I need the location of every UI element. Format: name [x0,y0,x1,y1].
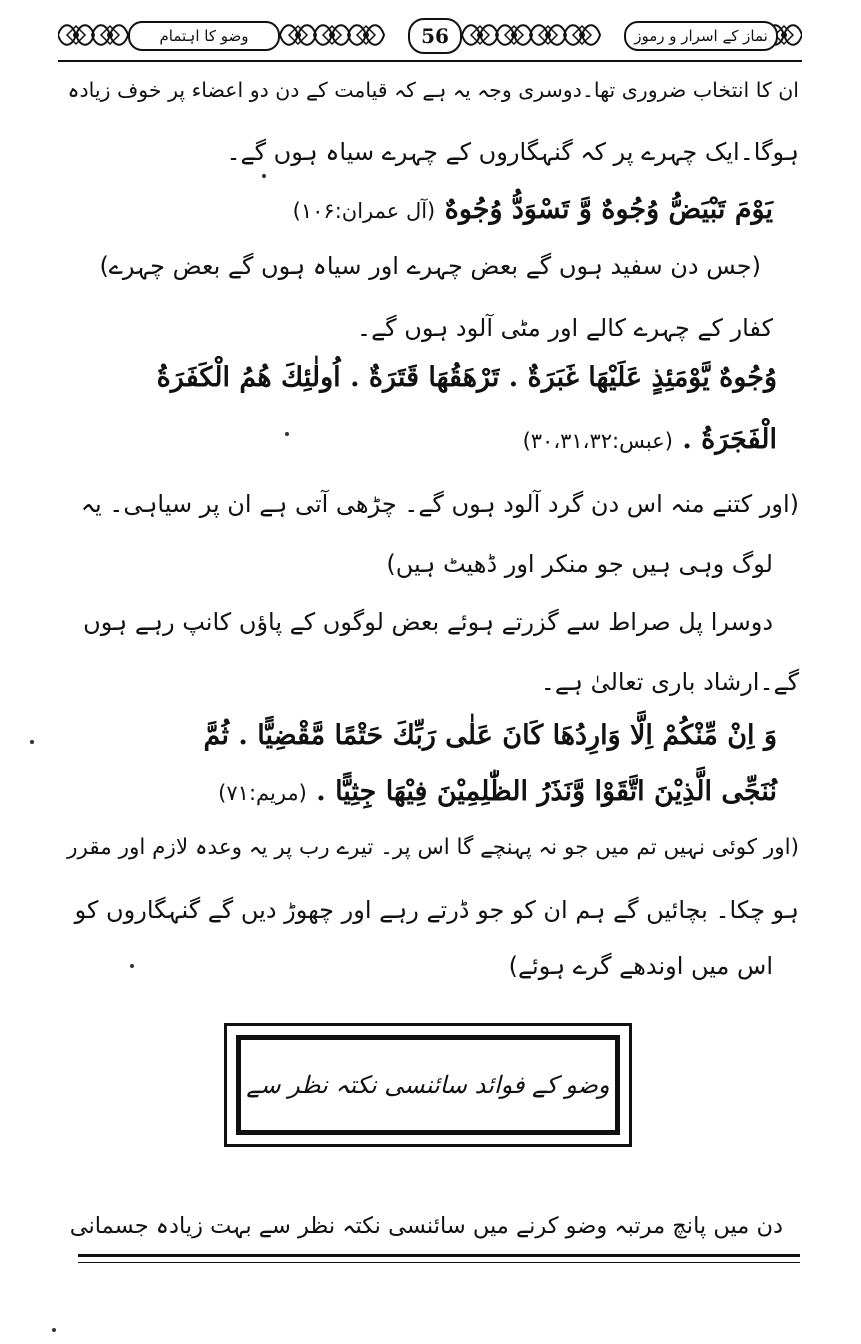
page-number: 56 [408,18,462,54]
verse-reference: (عبس:۳۰،۳۱،۳۲) [522,429,673,453]
text-line: گے۔ارشاد باری تعالیٰ ہے۔ [540,668,799,696]
verse-text: نُنَجِّى الَّذِيْنَ اتَّقَوْا وَّنَذَرُ الظّٰلِمِيْنَ فِيْهَا جِثِيًّا . [316,776,777,807]
text-line: دن میں پانچ مرتبہ وضو کرنے میں سائنسی نکتہ نظر سے بہت زیادہ جسمانی [69,1213,783,1239]
book-title-pill [624,21,778,51]
footer-rule [78,1254,800,1257]
translation-line: (جس دن سفید ہوں گے بعض چہرے اور سیاہ ہوں گے بعض چہرے) [99,252,761,280]
book-title: نماز کے اسرار و رموز [634,27,768,45]
verse-text: الْفَجَرَةُ . [682,424,777,455]
verse-reference: (آل عمران:۱۰۶) [292,199,436,223]
text-line: کفار کے چہرے کالے اور مٹی آلود ہوں گے۔ [357,314,773,342]
scan-speck [52,1328,56,1332]
section-heading: وضو کے فوائد سائنسی نکتہ نظر سے [246,1071,610,1099]
scan-speck [30,740,34,744]
text-line: ان کا انتخاب ضروری تھا۔دوسری وجہ یہ ہے کہ قیامت کے دن دو اعضاء پر خوف زیادہ [67,78,799,102]
quran-verse [523,420,777,461]
header-rule [58,60,802,62]
scan-speck [262,174,266,178]
quran-verse [293,190,773,231]
footer-rule [78,1262,800,1263]
quran-verse: وُجُوهٌ يَّوْمَئِذٍ عَلَيْهَا غَبَرَةٌ . تَرْهَقُهَا قَتَرَةٌ . اُولٰئِكَ هُمُ الْكَفَرَةُ [156,362,777,393]
text-line: دوسرا پل صراط سے گزرتے ہوئے بعض لوگوں کے پاؤں کانپ رہے ہوں [83,608,773,636]
translation-line: (اور کوئی نہیں تم میں جو نہ پہنچے گا اس پر۔ تیرے رب پر یہ وعدہ لازم اور مقرر [67,835,799,860]
scan-speck [285,432,289,436]
translation-line: لوگ وہی ہیں جو منکر اور ڈھیٹ ہیں) [386,550,773,578]
translation-line: اس میں اوندھے گرے ہوئے) [508,952,773,980]
verse-text: يَوْمَ تَبْيَضُّ وُجُوهٌ وَّ تَسْوَدُّ وُجُوهٌ [444,194,773,225]
section-heading-box [224,1023,632,1147]
text-line: ہوگا۔ایک چہرے پر کہ گنہگاروں کے چہرے سیاہ ہوں گے۔ [226,138,799,166]
scan-speck [130,964,134,968]
heading-frame-inner [236,1035,620,1135]
quran-verse [218,772,777,813]
chapter-title-pill [128,21,280,51]
page-header [58,14,802,56]
translation-line: (اور کتنے منہ اس دن گرد آلود ہوں گے۔ چڑھی آتی ہے ان پر سیاہی۔ یہ [80,490,799,518]
quran-verse: وَ اِنْ مِّنْكُمْ اِلَّا وَارِدُهَا كَانَ عَلٰى رَبِّكَ حَتْمًا مَّقْضِيًّا . ثُمَّ [203,720,777,751]
chapter-title: وضو کا اہتمام [159,27,249,45]
translation-line: ہو چکا۔ بچائیں گے ہم ان کو جو ڈرتے رہے اور چھوڑ دیں گے گنہگاروں کو [74,896,799,924]
verse-reference: (مریم:۷۱) [218,781,307,805]
